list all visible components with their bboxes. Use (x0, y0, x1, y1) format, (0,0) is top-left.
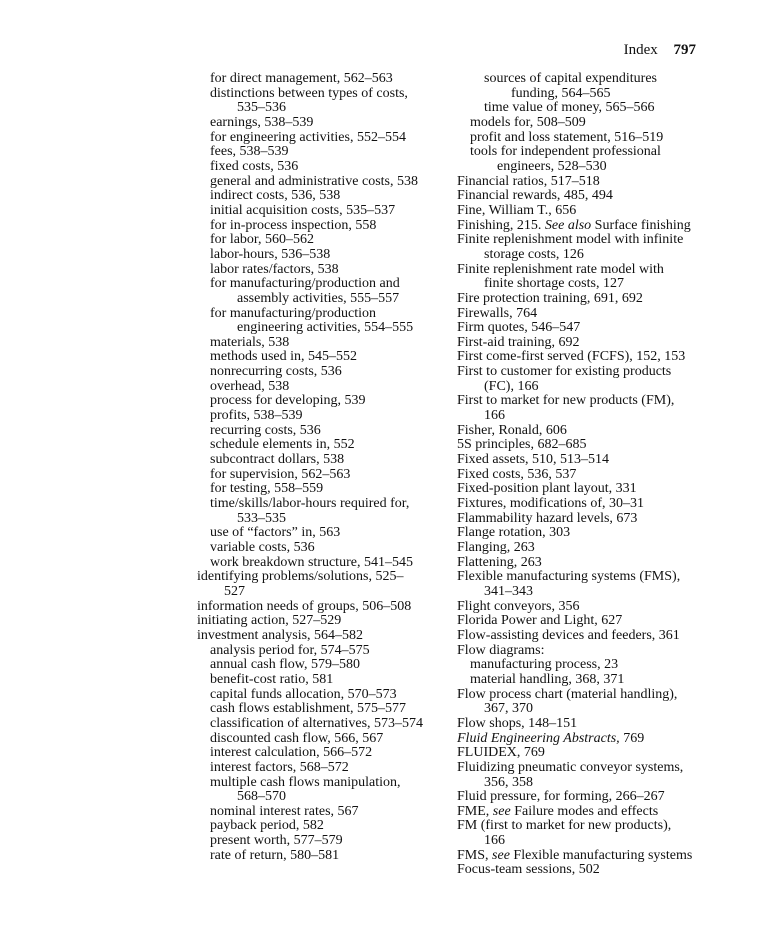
index-entry (197, 409, 437, 424)
index-entry-text: distinctions between types of costs, (210, 85, 408, 101)
index-entry-text: interest factors, 568–572 (210, 759, 349, 775)
index-entry-text: interest calculation, 566–572 (210, 745, 373, 761)
index-entry (197, 526, 437, 541)
index-entry (197, 101, 437, 116)
index-entry-text: Flexible manufacturing systems (FMS), (457, 569, 681, 585)
index-entry (197, 438, 437, 453)
index-entry-text: earnings, 538–539 (210, 114, 314, 130)
index-entry (197, 394, 437, 409)
index-entry-text: models for, 508–509 (470, 114, 586, 130)
index-entry-text: Fixed assets, 510, 513–514 (457, 452, 610, 468)
index-entry (197, 292, 437, 307)
index-cross-reference: see (492, 847, 510, 863)
index-entry-text: FME, (457, 803, 493, 819)
index-entry (457, 409, 707, 424)
index-entry (197, 819, 437, 834)
index-entry (197, 145, 437, 160)
index-entry (457, 131, 707, 146)
index-entry (197, 761, 437, 776)
index-entry-text: Fine, William T., 656 (457, 202, 577, 218)
index-entry (457, 204, 707, 219)
index-entry (197, 175, 437, 190)
index-entry (457, 233, 707, 248)
index-entry (457, 160, 707, 175)
index-entry (457, 365, 707, 380)
index-entry (197, 541, 437, 556)
index-entry (197, 336, 437, 351)
index-entry-text: indirect costs, 536, 538 (210, 188, 341, 204)
index-entry-text: investment analysis, 564–582 (197, 627, 364, 643)
index-entry (457, 717, 707, 732)
index-entry-text: sources of capital expenditures (484, 71, 657, 86)
index-entry-text: 527 (224, 583, 245, 599)
index-entry (197, 307, 437, 322)
index-entry (197, 805, 437, 820)
index-entry-text: 568–570 (237, 789, 286, 805)
index-entry (457, 585, 707, 600)
index-entry (457, 87, 707, 102)
index-entry (197, 424, 437, 439)
index-entry (197, 614, 437, 629)
index-entry-text: Finishing, 215. (457, 217, 545, 233)
index-entry (457, 248, 707, 263)
index-entry (457, 819, 707, 834)
running-header (624, 42, 696, 59)
index-entry (457, 849, 707, 864)
index-cross-reference: see (492, 803, 511, 819)
index-entry-text: funding, 564–565 (511, 85, 611, 101)
index-entry-text: Flattening, 263 (457, 554, 542, 570)
index-entry-text: annual cash flow, 579–580 (210, 657, 360, 673)
index-entry (457, 556, 707, 571)
index-entry (457, 263, 707, 278)
index-entry (457, 570, 707, 585)
index-entry (457, 702, 707, 717)
index-entry (457, 526, 707, 541)
index-entry-text: Florida Power and Light, 627 (457, 613, 623, 629)
index-entry (197, 160, 437, 175)
index-entry (457, 746, 707, 761)
index-entry (197, 131, 437, 146)
index-entry (457, 350, 707, 365)
index-entry (457, 644, 707, 659)
index-entry (457, 776, 707, 791)
index-entry (457, 292, 707, 307)
index-entry (197, 629, 437, 644)
index-entry (197, 380, 437, 395)
index-entry (457, 614, 707, 629)
index-entry-text: Financial ratios, 517–518 (457, 173, 600, 189)
index-entry-text: cash flows establishment, 575–577 (210, 701, 406, 717)
index-entry (457, 175, 707, 190)
index-entry-text: First to market for new products (FM), (457, 393, 675, 409)
index-entry-text: Flight conveyors, 356 (457, 598, 580, 614)
index-entry-text: storage costs, 126 (484, 246, 584, 262)
index-entry-text: Fixed costs, 536, 537 (457, 466, 577, 482)
index-entry (457, 834, 707, 849)
index-entry-text: methods used in, 545–552 (210, 349, 357, 365)
index-entry-text: Fisher, Ronald, 606 (457, 422, 567, 438)
index-entry-text: FLUIDEX, 769 (457, 745, 545, 761)
index-entry (197, 732, 437, 747)
index-entry (197, 248, 437, 263)
index-entry (457, 541, 707, 556)
index-entry (197, 673, 437, 688)
page-number: 797 (673, 42, 696, 58)
index-entry (457, 307, 707, 322)
index-entry (197, 350, 437, 365)
index-entry-text: general and administrative costs, 538 (210, 173, 418, 189)
index-entry-text: nonrecurring costs, 536 (210, 364, 342, 380)
index-entry-text: manufacturing process, 23 (470, 657, 619, 673)
index-entry-text: engineering activities, 554–555 (237, 320, 414, 336)
index-entry-text: work breakdown structure, 541–545 (210, 554, 413, 570)
index-entry-text: profit and loss statement, 516–519 (470, 129, 664, 145)
index-entry (197, 87, 437, 102)
index-entry-text: for supervision, 562–563 (210, 466, 351, 482)
index-entry (197, 497, 437, 512)
index-entry-text: time/skills/labor-hours required for, (210, 496, 410, 512)
index-entry-text: for engineering activities, 552–554 (210, 129, 406, 145)
index-entry (197, 321, 437, 336)
index-entry (197, 658, 437, 673)
index-entry (197, 702, 437, 717)
index-entry-text: First-aid training, 692 (457, 334, 580, 350)
index-entry-text: multiple cash flows manipulation, (210, 774, 401, 790)
index-entry-text: rate of return, 580–581 (210, 847, 340, 863)
index-entry (457, 673, 707, 688)
index-entry-text: initial acquisition costs, 535–537 (210, 202, 396, 218)
index-entry (457, 688, 707, 703)
index-entry-tail: Failure modes and effects (510, 803, 659, 819)
index-entry (457, 189, 707, 204)
index-entry (197, 790, 437, 805)
index-entry-text: nominal interest rates, 567 (210, 803, 359, 819)
index-entry-text: Fixtures, modifications of, 30–31 (457, 496, 645, 512)
index-entry-text: material handling, 368, 371 (470, 671, 625, 687)
index-entry-text: assembly activities, 555–557 (237, 290, 400, 306)
index-entry (457, 512, 707, 527)
index-entry-text: First come-first served (FCFS), 152, 153 (457, 349, 686, 365)
index-cross-reference: Fluid Engineering Abstracts, (457, 730, 620, 746)
index-entry-text: First to customer for existing products (457, 364, 672, 380)
index-entry (457, 600, 707, 615)
index-entry (457, 438, 707, 453)
index-entry-text: 533–535 (237, 510, 286, 526)
index-entry (197, 468, 437, 483)
index-entry-text: identifying problems/solutions, 525– (197, 569, 404, 585)
index-entry (197, 263, 437, 278)
index-entry-text: Firewalls, 764 (457, 305, 538, 321)
header-label: Index (623, 42, 658, 58)
index-entry-text: fees, 538–539 (210, 144, 289, 160)
index-entry-text: Flange rotation, 303 (457, 525, 571, 541)
index-entry-text: analysis period for, 574–575 (210, 642, 370, 658)
index-entry (457, 394, 707, 409)
index-entry (457, 277, 707, 292)
index-entry-text: Fire protection training, 691, 692 (457, 290, 643, 306)
index-entry-text: use of “factors” in, 563 (210, 525, 341, 541)
index-entry (197, 834, 437, 849)
index-entry-text: fixed costs, 536 (210, 158, 299, 174)
index-entry-text: 341–343 (484, 583, 533, 599)
index-entry (457, 482, 707, 497)
index-entry-text: for manufacturing/production (210, 305, 377, 321)
index-entry-text: 367, 370 (484, 701, 533, 717)
index-entry-text: FM (first to market for new products), (457, 818, 672, 834)
index-entry-text: initiating action, 527–529 (197, 613, 342, 629)
index-entry (457, 629, 707, 644)
index-column-left (197, 72, 437, 863)
index-entry-text: recurring costs, 536 (210, 422, 321, 438)
index-entry-text: process for developing, 539 (210, 393, 366, 409)
index-entry-text: for manufacturing/production and (210, 276, 400, 292)
index-entry-text: 356, 358 (484, 774, 533, 790)
index-entry (197, 116, 437, 131)
index-entry-text: finite shortage costs, 127 (484, 276, 624, 292)
index-entry (197, 365, 437, 380)
index-entry-text: Finite replenishment rate model with (457, 261, 664, 277)
index-entry (457, 219, 707, 234)
index-entry-text: present worth, 577–579 (210, 833, 343, 849)
index-entry-text: Fluidizing pneumatic conveyor systems, (457, 759, 684, 775)
index-entry (197, 600, 437, 615)
index-entry-text: for testing, 558–559 (210, 481, 324, 497)
index-entry-text: classification of alternatives, 573–574 (210, 715, 424, 731)
index-entry-text: Flow-assisting devices and feeders, 361 (457, 627, 680, 643)
index-entry-text: Firm quotes, 546–547 (457, 320, 581, 336)
index-entry-tail: Flexible manufacturing systems (509, 847, 693, 863)
index-entry (457, 116, 707, 131)
index-entry (457, 732, 707, 747)
index-entry (457, 424, 707, 439)
index-entry (197, 556, 437, 571)
index-entry (457, 790, 707, 805)
index-entry-text: 5S principles, 682–685 (457, 437, 587, 453)
index-entry-text: labor-hours, 536–538 (210, 246, 331, 262)
index-entry (457, 145, 707, 160)
index-entry-text: schedule elements in, 552 (210, 437, 355, 453)
index-entry (197, 849, 437, 864)
index-entry (197, 204, 437, 219)
index-entry (197, 72, 437, 87)
index-entry (457, 863, 707, 878)
index-entry (197, 644, 437, 659)
index-entry-text: for in-process inspection, 558 (210, 217, 377, 233)
index-entry-text: benefit-cost ratio, 581 (210, 671, 334, 687)
index-column-right (457, 72, 707, 878)
index-entry-text: Fixed-position plant layout, 331 (457, 481, 637, 497)
index-entry-text: Focus-team sessions, 502 (457, 862, 600, 878)
index-entry-text: Flammability hazard levels, 673 (457, 510, 638, 526)
index-entry-text: Flow shops, 148–151 (457, 715, 578, 731)
index-entry-text: overhead, 538 (210, 378, 290, 394)
index-entry-text: tools for independent professional (470, 144, 661, 160)
index-entry-text: Financial rewards, 485, 494 (457, 188, 613, 204)
index-entry (457, 380, 707, 395)
index-cross-reference: See also (544, 217, 592, 233)
index-entry (457, 761, 707, 776)
index-entry (197, 688, 437, 703)
index-entry-text: capital funds allocation, 570–573 (210, 686, 397, 702)
index-entry (197, 746, 437, 761)
index-entry (457, 658, 707, 673)
index-entry-text: for direct management, 562–563 (210, 71, 393, 86)
index-entry-text: time value of money, 565–566 (484, 100, 655, 116)
index-entry (457, 101, 707, 116)
index-entry (197, 570, 437, 585)
index-entry (457, 468, 707, 483)
index-entry-text: 166 (484, 408, 505, 424)
index-entry-text: Finite replenishment model with infinite (457, 232, 684, 248)
index-entry (197, 585, 437, 600)
index-entry (197, 776, 437, 791)
index-entry-text: profits, 538–539 (210, 408, 303, 424)
index-entry-text: Flanging, 263 (457, 540, 535, 555)
index-entry-text: (FC), 166 (484, 378, 539, 394)
index-entry-text: Flow diagrams: (457, 642, 545, 658)
index-entry-text: Flow process chart (material handling), (457, 686, 678, 702)
index-entry-text: 535–536 (237, 100, 286, 116)
index-entry (197, 277, 437, 292)
index-entry-text: variable costs, 536 (210, 540, 315, 555)
index-entry (197, 453, 437, 468)
index-entry-text: for labor, 560–562 (210, 232, 315, 248)
index-entry (197, 219, 437, 234)
index-entry-text: labor rates/factors, 538 (210, 261, 339, 277)
index-entry-text: discounted cash flow, 566, 567 (210, 730, 384, 746)
index-entry (197, 512, 437, 527)
index-entry-text: 166 (484, 833, 505, 849)
index-entry (457, 453, 707, 468)
index-entry-tail: 769 (619, 730, 645, 746)
index-entry-text: FMS, (457, 847, 493, 863)
index-entry-text: payback period, 582 (210, 818, 324, 834)
index-entry (457, 336, 707, 351)
index-entry-text: engineers, 528–530 (497, 158, 607, 174)
index-entry-text: subcontract dollars, 538 (210, 452, 345, 468)
index-entry-text: information needs of groups, 506–508 (197, 598, 412, 614)
index-entry (457, 321, 707, 336)
index-entry (197, 482, 437, 497)
index-entry (457, 805, 707, 820)
index-entry (457, 72, 707, 87)
index-entry (197, 717, 437, 732)
index-entry (197, 189, 437, 204)
index-entry (197, 233, 437, 248)
index-entry-tail: Surface finishing (591, 217, 691, 233)
index-entry-text: materials, 538 (210, 334, 290, 350)
index-entry (457, 497, 707, 512)
index-entry-text: Fluid pressure, for forming, 266–267 (457, 789, 665, 805)
